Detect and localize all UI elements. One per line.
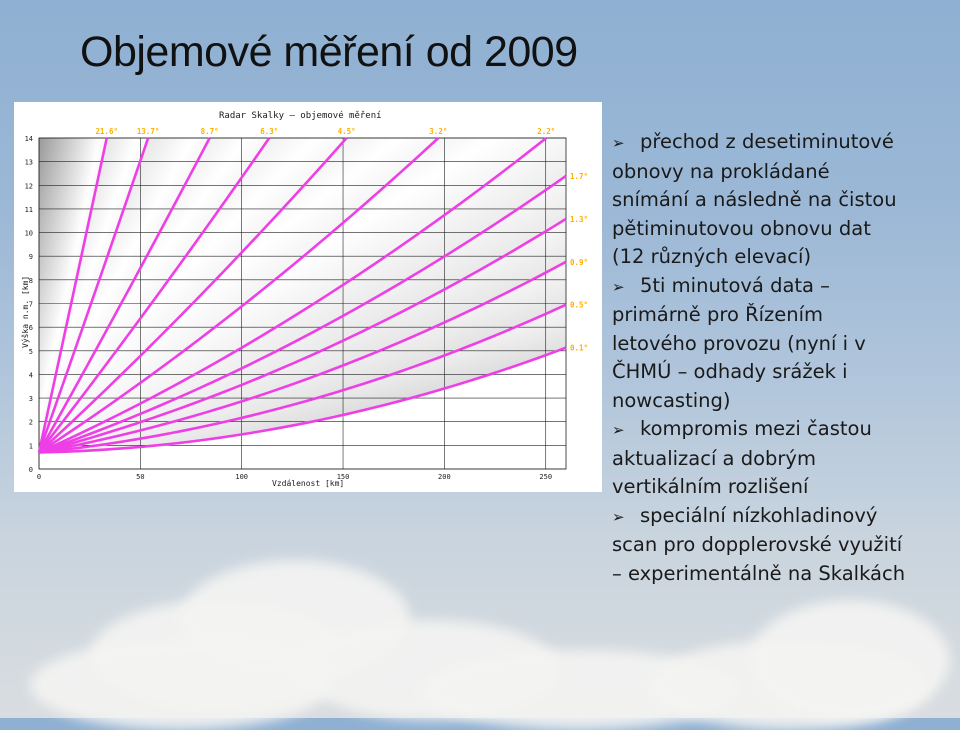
elevation-label: 2.2° <box>537 127 556 136</box>
bullet-list <box>612 128 952 588</box>
arrow-bullet-icon: ➢ <box>612 507 625 526</box>
elevation-label: 0.1° <box>570 343 589 353</box>
y-tick-label: 7 <box>28 300 33 309</box>
radar-elevation-chart <box>14 102 602 492</box>
x-tick-label: 200 <box>438 473 451 481</box>
elevation-label: 21.6° <box>95 127 119 136</box>
elevation-label: 3.2° <box>429 127 448 136</box>
x-tick-label: 100 <box>235 473 249 481</box>
chart-title: Radar Skalky – objemové měření <box>219 111 382 121</box>
y-tick-label: 4 <box>28 371 33 380</box>
elevation-label: 1.7° <box>570 171 589 181</box>
bullet-item <box>612 502 952 589</box>
elevation-label: 4.5° <box>337 127 356 136</box>
bullet-text: speciální nízkohladinový scan pro dopplerovské využití – experimentálně na Skalkách <box>612 503 906 585</box>
y-tick-label: 5 <box>28 347 33 356</box>
x-tick-label: 250 <box>539 473 553 481</box>
y-axis-label: Výška n.m. [km] <box>21 275 30 348</box>
bullet-text: přechod z desetiminutové obnovy na prokládané snímání a následně na čistou pětiminutovou obnovu dat (12 různých elevací) <box>612 130 897 268</box>
y-tick-label: 1 <box>28 442 33 451</box>
elevation-label: 13.7° <box>136 127 160 136</box>
y-tick-label: 6 <box>28 324 33 333</box>
y-tick-label: 9 <box>28 253 33 262</box>
elevation-label: 0.9° <box>570 257 589 267</box>
bullet-item <box>612 272 952 416</box>
bullet-item <box>612 128 952 272</box>
y-tick-label: 11 <box>24 205 33 214</box>
y-tick-label: 13 <box>24 158 33 167</box>
elevation-label: 8.7° <box>200 127 219 136</box>
y-tick-label: 2 <box>28 418 33 427</box>
elevation-label: 1.3° <box>570 214 589 224</box>
bullet-text: kompromis mezi častou aktualizací a dobrým vertikálním rozlišení <box>612 417 872 498</box>
y-tick-label: 3 <box>28 395 33 404</box>
slide-title: Objemové měření od 2009 <box>80 28 578 76</box>
y-tick-label: 14 <box>24 135 33 143</box>
arrow-bullet-icon: ➢ <box>612 134 625 152</box>
bullet-item <box>612 415 952 502</box>
arrow-bullet-icon: ➢ <box>612 421 625 439</box>
x-tick-label: 0 <box>36 473 42 481</box>
y-tick-label: 10 <box>24 229 33 238</box>
y-tick-label: 12 <box>24 182 33 191</box>
x-axis-label: Vzdálenost [km] <box>272 479 345 488</box>
x-tick-label: 50 <box>136 473 145 481</box>
arrow-bullet-icon: ➢ <box>612 277 625 296</box>
x-tick-label: 150 <box>336 473 350 481</box>
y-tick-label: 0 <box>28 466 33 474</box>
y-tick-label: 8 <box>28 276 33 285</box>
elevation-label: 0.5° <box>570 300 589 310</box>
chart-svg <box>14 102 602 492</box>
bullet-text: 5ti minutová data – primárně pro Řízením letového provozu (nyní i v ČHMÚ – odhady srážek i nowcasting) <box>612 273 866 412</box>
elevation-label: 6.3° <box>260 127 279 136</box>
